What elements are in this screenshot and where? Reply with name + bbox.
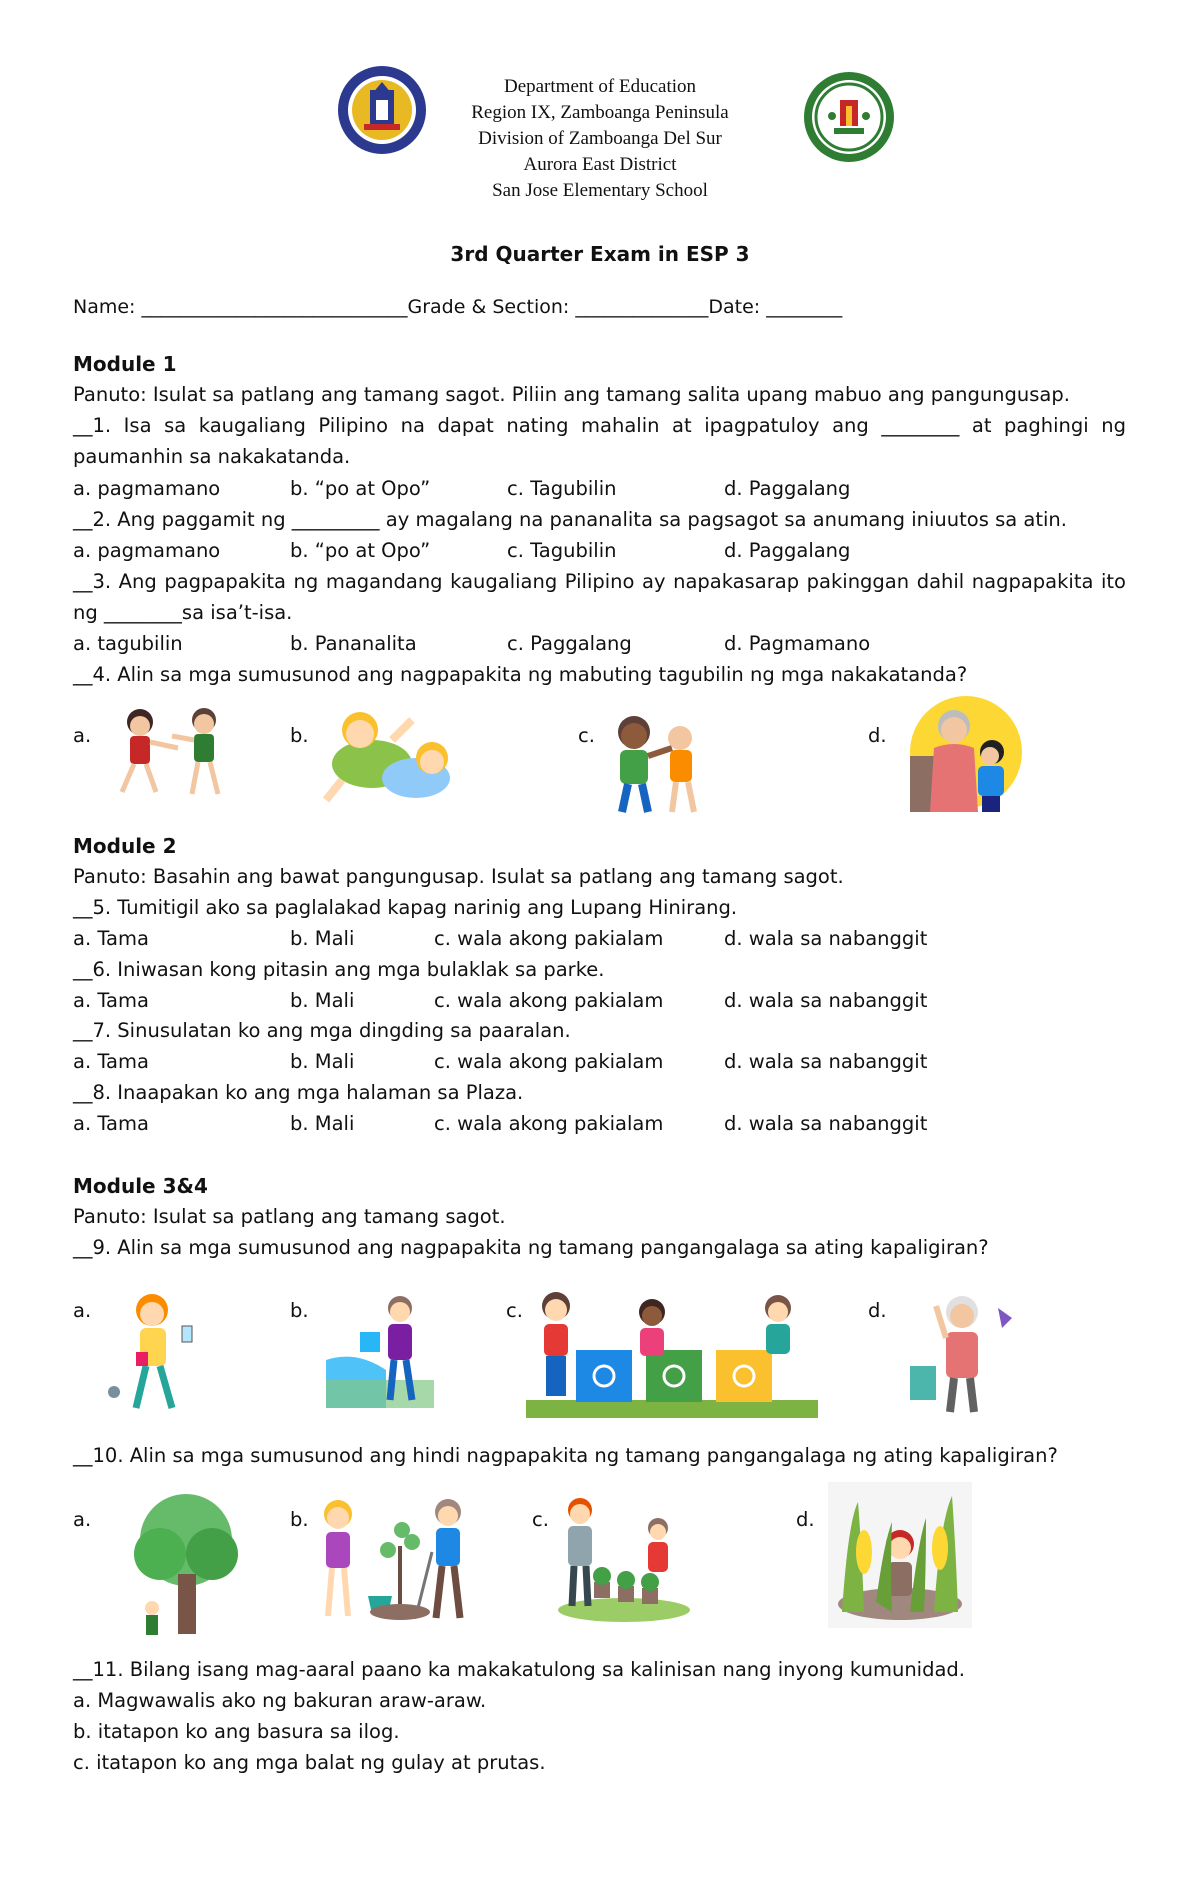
q3-option-c[interactable]: c. Paggalang — [507, 632, 632, 655]
q9-label-d[interactable]: d. — [868, 1299, 887, 1322]
q7-option-a[interactable]: a. Tama — [73, 1050, 149, 1073]
q4-label-a[interactable]: a. — [73, 724, 92, 747]
question-9: __9. Alin sa mga sumusunod ang nagpapakita ng tamang pangangalaga sa ating kapaligiran? — [73, 1236, 989, 1259]
module2-instruction: Panuto: Basahin ang bawat pangungusap. Isulat sa patlang ang tamang sagot. — [73, 865, 844, 888]
q6-option-d[interactable]: d. wala sa nabanggit — [724, 989, 928, 1012]
exam-title: 3rd Quarter Exam in ESP 3 — [450, 242, 750, 266]
q5-option-d[interactable]: d. wala sa nabanggit — [724, 927, 928, 950]
q8-option-c[interactable]: c. wala akong pakialam — [434, 1112, 664, 1135]
question-11: __11. Bilang isang mag-aaral paano ka makakatulong sa kalinisan nang inyong kumunidad. — [73, 1658, 966, 1681]
q11-option-b[interactable]: b. itatapon ko ang basura sa ilog. — [73, 1720, 400, 1743]
q9-label-b[interactable]: b. — [290, 1299, 309, 1322]
module1-instruction: Panuto: Isulat sa patlang ang tamang sagot. Piliin ang tamang salita upang mabuo ang pangungusap. — [73, 383, 1070, 406]
q3-option-b[interactable]: b. Pananalita — [290, 632, 417, 655]
q5-option-c[interactable]: c. wala akong pakialam — [434, 927, 664, 950]
school-seal-icon — [802, 70, 896, 164]
q4-picture-a-kids-fighting-icon[interactable] — [108, 702, 240, 802]
question-3-line-2: ng ________sa isa’t-isa. — [73, 601, 293, 624]
header-district: Aurora East District — [523, 154, 677, 175]
q2-option-b[interactable]: b. “po at Opo” — [290, 539, 431, 562]
question-3-line-1: __3. Ang pagpapakita ng magandang kaugaliang Pilipino ay napakasarap pakinggan dahil nagpapakita ito — [73, 570, 1126, 593]
q7-option-b[interactable]: b. Mali — [290, 1050, 355, 1073]
q1-option-b[interactable]: b. “po at Opo” — [290, 477, 431, 500]
header-division: Division of Zamboanga Del Sur — [478, 128, 722, 149]
name-grade-date-line[interactable]: Name: ____________________________Grade & Section: ______________Date: ________ — [73, 296, 843, 318]
module34-heading: Module 3&4 — [73, 1174, 208, 1198]
question-2: __2. Ang paggamit ng _________ ay magalang na pananalita sa pagsagot sa anumang iniuutos sa atin. — [73, 508, 1067, 531]
question-4: __4. Alin sa mga sumusunod ang nagpapakita ng mabuting tagubilin ng mga nakakatanda? — [73, 663, 968, 686]
q6-option-c[interactable]: c. wala akong pakialam — [434, 989, 664, 1012]
question-10: __10. Alin sa mga sumusunod ang hindi nagpapakita ng tamang pangangalaga ng ating kapaligiran? — [73, 1444, 1058, 1467]
q9-picture-c-kids-recycling-icon[interactable] — [526, 1288, 818, 1418]
q4-picture-d-grandma-with-child-icon[interactable] — [906, 696, 1026, 814]
q1-option-a[interactable]: a. pagmamano — [73, 477, 221, 500]
q5-option-b[interactable]: b. Mali — [290, 927, 355, 950]
q10-picture-b-kids-planting-icon[interactable] — [308, 1496, 488, 1628]
q3-option-d[interactable]: d. Pagmamano — [724, 632, 871, 655]
question-7: __7. Sinusulatan ko ang mga dingding sa paaralan. — [73, 1019, 571, 1042]
q9-label-c[interactable]: c. — [506, 1299, 523, 1322]
module34-instruction: Panuto: Isulat sa patlang ang tamang sagot. — [73, 1205, 506, 1228]
q10-label-c[interactable]: c. — [532, 1508, 549, 1531]
module1-heading: Module 1 — [73, 352, 177, 376]
q6-option-b[interactable]: b. Mali — [290, 989, 355, 1012]
q4-label-d[interactable]: d. — [868, 724, 887, 747]
q10-picture-d-corn-field-farmer-icon[interactable] — [828, 1482, 972, 1628]
q4-label-c[interactable]: c. — [578, 724, 595, 747]
q4-label-b[interactable]: b. — [290, 724, 309, 747]
q4-picture-c-boy-pushing-icon[interactable] — [598, 712, 710, 816]
q10-label-d[interactable]: d. — [796, 1508, 815, 1531]
q9-picture-d-old-man-littering-icon[interactable] — [902, 1288, 1024, 1416]
deped-seal-icon — [336, 64, 428, 156]
question-1-line-2: paumanhin sa nakakatanda. — [73, 445, 351, 468]
q7-option-d[interactable]: d. wala sa nabanggit — [724, 1050, 928, 1073]
q6-option-a[interactable]: a. Tama — [73, 989, 149, 1012]
q9-picture-b-boy-dumping-in-river-icon[interactable] — [326, 1290, 434, 1408]
header-school: San Jose Elementary School — [492, 180, 708, 201]
q8-option-d[interactable]: d. wala sa nabanggit — [724, 1112, 928, 1135]
q2-option-a[interactable]: a. pagmamano — [73, 539, 221, 562]
q4-picture-b-boys-wrestling-icon[interactable] — [312, 700, 462, 812]
school-header — [420, 74, 780, 204]
q8-option-b[interactable]: b. Mali — [290, 1112, 355, 1135]
q5-option-a[interactable]: a. Tama — [73, 927, 149, 950]
q2-option-d[interactable]: d. Paggalang — [724, 539, 851, 562]
q10-label-b[interactable]: b. — [290, 1508, 309, 1531]
q10-label-a[interactable]: a. — [73, 1508, 92, 1531]
header-department: Department of Education — [503, 76, 697, 97]
question-5: __5. Tumitigil ako sa paglalakad kapag narinig ang Lupang Hinirang. — [73, 896, 738, 919]
q8-option-a[interactable]: a. Tama — [73, 1112, 149, 1135]
q11-option-a[interactable]: a. Magwawalis ako ng bakuran araw-araw. — [73, 1689, 487, 1712]
question-6: __6. Iniwasan kong pitasin ang mga bulaklak sa parke. — [73, 958, 605, 981]
q3-option-a[interactable]: a. tagubilin — [73, 632, 183, 655]
q9-label-a[interactable]: a. — [73, 1299, 92, 1322]
question-1-line-1: __1. Isa sa kaugaliang Pilipino na dapat nating mahalin at ipagpatuloy ang ________ at paghingi ng — [73, 414, 1126, 437]
q11-option-c[interactable]: c. itatapon ko ang mga balat ng gulay at prutas. — [73, 1751, 546, 1774]
q7-option-c[interactable]: c. wala akong pakialam — [434, 1050, 664, 1073]
q2-option-c[interactable]: c. Tagubilin — [507, 539, 617, 562]
q9-picture-a-girl-littering-icon[interactable] — [96, 1290, 206, 1414]
header-region: Region IX, Zamboanga Peninsula — [471, 102, 729, 123]
q1-option-d[interactable]: d. Paggalang — [724, 477, 851, 500]
q10-picture-a-tree-icon[interactable] — [130, 1492, 240, 1638]
module2-heading: Module 2 — [73, 834, 177, 858]
q10-picture-c-watering-plants-icon[interactable] — [554, 1494, 690, 1624]
q1-option-c[interactable]: c. Tagubilin — [507, 477, 617, 500]
question-8: __8. Inaapakan ko ang mga halaman sa Plaza. — [73, 1081, 524, 1104]
